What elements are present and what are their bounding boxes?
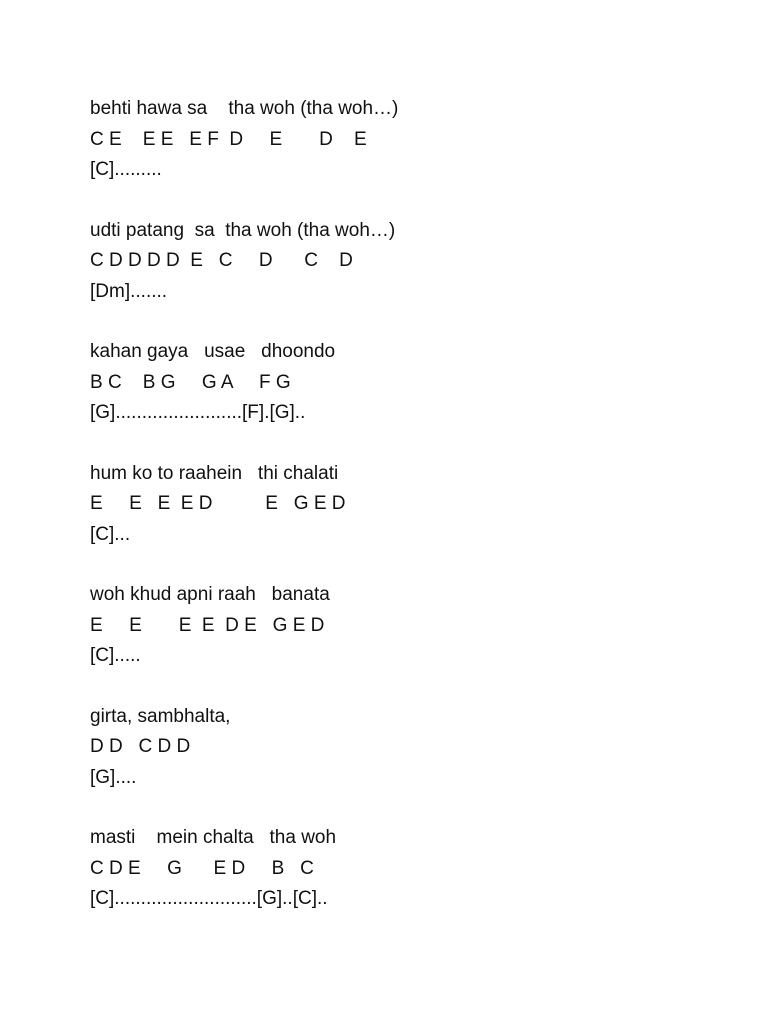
lyric-line: masti mein chalta tha woh [90, 827, 337, 848]
lyric-line: girta, sambhalta, [90, 705, 231, 727]
notes-line: C D E G E D B C [90, 857, 314, 879]
lyric-line: behti hawa sa tha woh (tha woh…) [90, 98, 399, 119]
lyric-line: kahan gaya usae dhoondo [90, 341, 336, 362]
lyric-line: woh khud apni raah banata [90, 584, 330, 605]
verse-5 [90, 580, 710, 672]
chords-line: [Dm]....... [90, 280, 168, 302]
chords-line: [C]..... [90, 645, 141, 666]
notes-line: E E E E D E G E D [90, 493, 346, 514]
verse-1 [90, 94, 710, 186]
lyric-line: hum ko to raahein thi chalati [90, 462, 339, 484]
chords-line: [G]........................[F].[G].. [90, 402, 306, 423]
chords-line: [G].... [90, 766, 137, 788]
lyric-line: udti patang sa tha woh (tha woh…) [90, 219, 396, 241]
chords-line: [C]...........................[G]..[C].. [90, 888, 328, 909]
notes-line: E E E E D E G E D [90, 614, 325, 636]
verse-2 [90, 216, 710, 308]
chords-line: [C]... [90, 523, 131, 545]
verse-3 [90, 337, 710, 429]
notes-line: C E E E E F D E D E [90, 128, 367, 150]
verse-6 [90, 702, 710, 794]
song-sheet [90, 94, 710, 945]
verse-7 [90, 823, 710, 915]
verse-4 [90, 459, 710, 551]
notes-line: C D D D D E C D C D [90, 250, 353, 271]
notes-line: B C B G G A F G [90, 371, 291, 393]
chords-line: [C]......... [90, 159, 162, 180]
notes-line: D D C D D [90, 736, 191, 757]
